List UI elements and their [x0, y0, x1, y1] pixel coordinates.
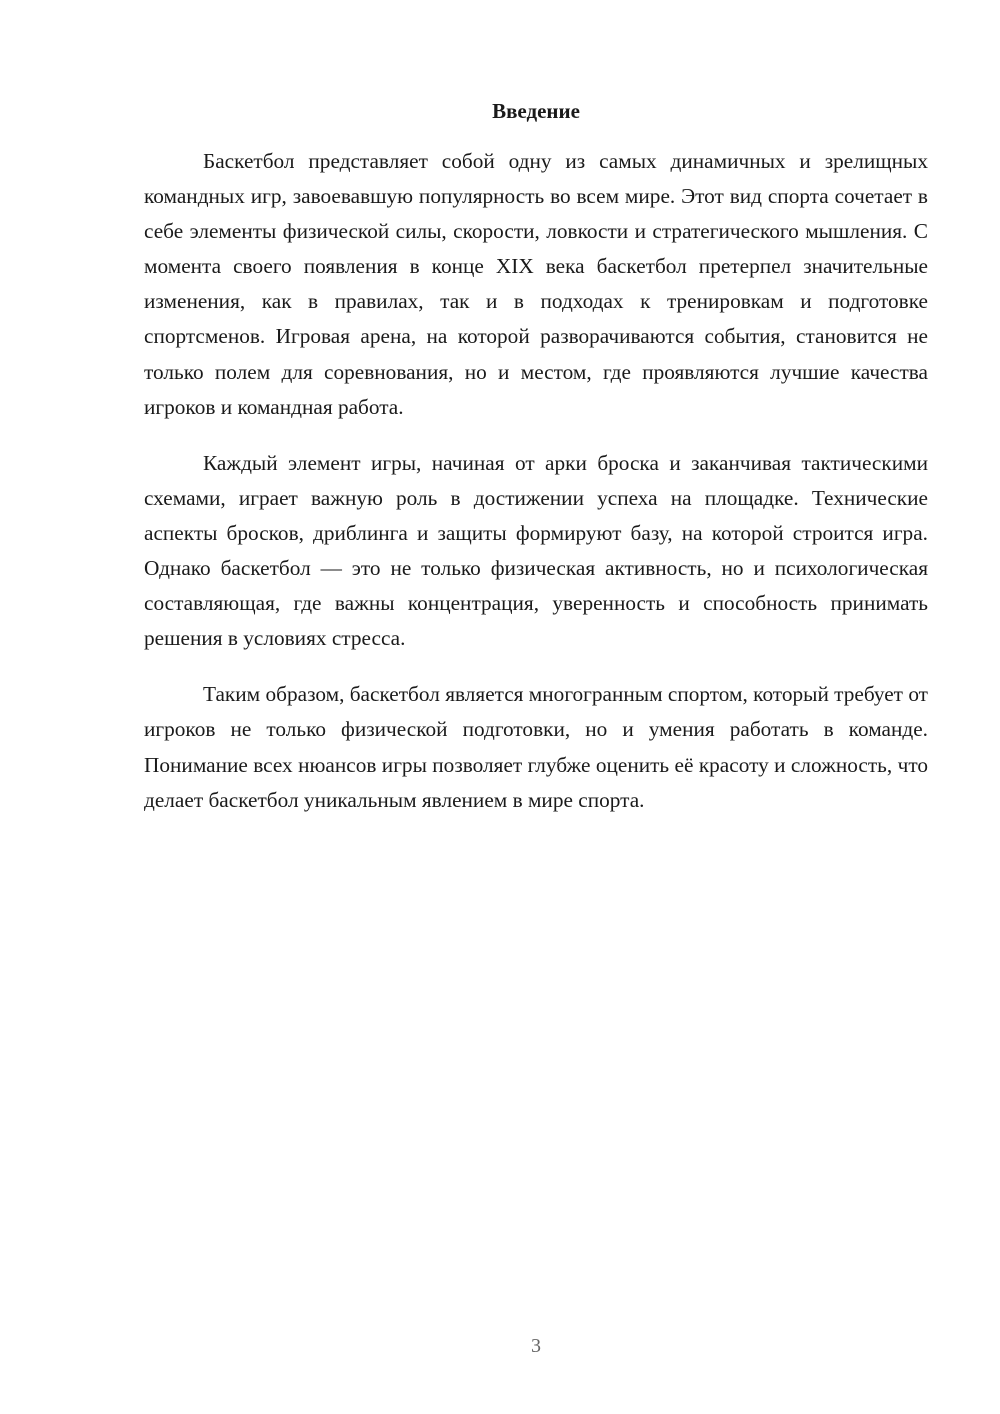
paragraph-1: Баскетбол представляет собой одну из самых динамичных и зрелищных командных игр, завоевавшую популярность во всем мире. Этот вид спорта сочетает в себе элементы физической силы, скорости, ловкости и стратегического мышления. С момента своего появления в конце XIX века баскетбол претерпел значительные изменения, как в правилах, так и в подходах к тренировкам и подготовке спортсменов. Игровая арена, на которой разворачиваются события, становится не только полем для соревнования, но и местом, где проявляются лучшие качества игроков и командная работа. [144, 149, 928, 419]
paragraph-2: Каждый элемент игры, начиная от арки броска и заканчивая тактическими схемами, играет важную роль в достижении успеха на площадке. Технические аспекты бросков, дриблинга и защиты формируют базу, на которой строится игра. Однако баскетбол — это не только физическая активность, но и психологическая составляющая, где важны концентрация, уверенность и способность принимать решения в условиях стресса. [144, 450, 928, 651]
body-text [144, 144, 928, 839]
page-number: 3 [531, 1335, 541, 1357]
section-title: Введение [492, 99, 580, 123]
paragraph-3: Таким образом, баскетбол является многогранным спортом, который требует от игроков не только физической подготовки, но и умения работать в команде. Понимание всех нюансов игры позволяет глубже оценить её красоту и сложность, что делает баскетбол уникальным явлением в мире спорта. [144, 682, 928, 812]
